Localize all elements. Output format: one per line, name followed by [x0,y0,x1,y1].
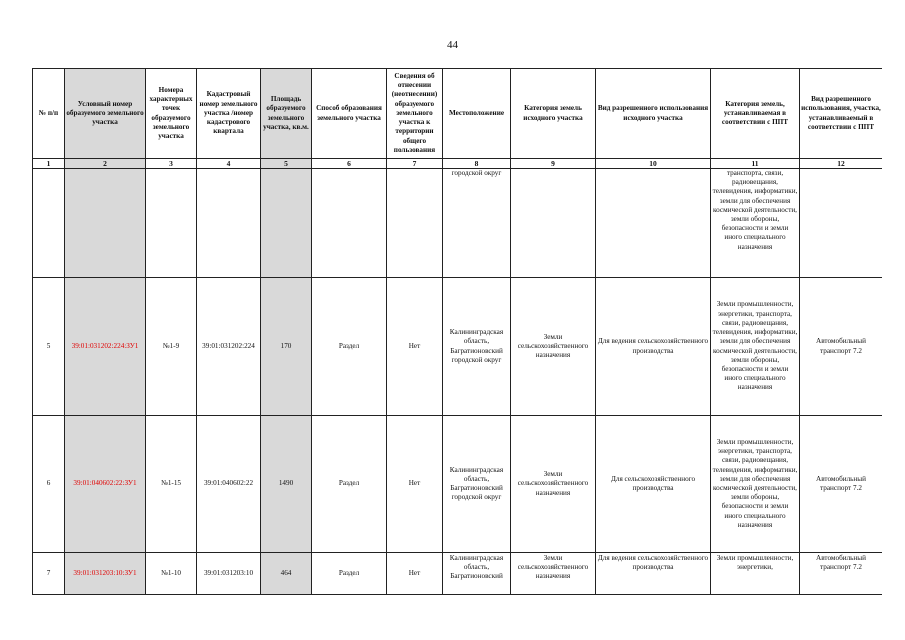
cell-num: 7 [33,553,65,595]
cell-category-ppt: Земли промышленности, энергетики, транспорта, связи, радиовещания, телевидения, информатики, земли для обеспечения космической деятельности, земли обороны, безопасности и земли иного специального назначения [711,278,800,416]
cell-public [387,169,443,278]
cell-cadastral: 39:01:031202:224 [197,278,261,416]
table-row [33,278,883,416]
cell-public: Нет [387,278,443,416]
cell-cadastral: 39:01:031203:10 [197,553,261,595]
column-number: 5 [261,159,312,169]
cell-location: городской округ [443,169,511,278]
column-number: 2 [65,159,146,169]
header-cell-plot: Условный номер образуемого земельного участка [65,69,146,159]
table-row [33,553,883,595]
column-number: 12 [800,159,883,169]
cell-use-src: Для ведения сельскохозяйственного производства [596,278,711,416]
column-number: 8 [443,159,511,169]
column-number-row [33,159,883,169]
table-row-continued [33,169,883,278]
cell-points: №1-9 [146,278,197,416]
header-cell-num: № п/п [33,69,65,159]
header-cell-cadastral: Кадастровый номер земельного участка /номер кадастрового квартала [197,69,261,159]
cell-method: Раздел [312,278,387,416]
cell-area: 1490 [261,416,312,553]
header-cell-method: Способ образования земельного участка [312,69,387,159]
cell-cadastral: 39:01:040602:22 [197,416,261,553]
cell-method: Раздел [312,553,387,595]
cell-location: Калининградская область, Багратионовский [443,553,511,595]
cell-num: 6 [33,416,65,553]
cell-category-src: Земли сельскохозяйственного назначения [511,416,596,553]
cell-method [312,169,387,278]
cell-plot: 39:01:031202:224:ЗУ1 [65,278,146,416]
column-number: 7 [387,159,443,169]
column-number: 11 [711,159,800,169]
header-cell-category-src: Категория земель исходного участка [511,69,596,159]
cell-use-ppt [800,169,883,278]
cell-public: Нет [387,416,443,553]
header-cell-category-ppt: Категория земель, устанавливаемая в соответствии с ППТ [711,69,800,159]
header-cell-use-ppt: Вид разрешенного использования, участка, устанавливаемый в соответствии с ППТ [800,69,883,159]
cell-plot: 39:01:031203:10:ЗУ1 [65,553,146,595]
column-number: 3 [146,159,197,169]
cell-points: №1-10 [146,553,197,595]
cell-use-src [596,169,711,278]
cell-category-src: Земли сельскохозяйственного назначения [511,553,596,595]
cell-category-ppt: Земли промышленности, энергетики, транспорта, связи, радиовещания, телевидения, информатики, земли для обеспечения космической деятельности, земли обороны, безопасности и земли иного специального назначения [711,416,800,553]
cell-points [146,169,197,278]
land-plots-table-wrap [32,68,882,640]
header-row [33,69,883,159]
header-cell-location: Местоположение [443,69,511,159]
header-cell-points: Номера характерных точек образуемого земельного участка [146,69,197,159]
cell-category-src: Земли сельскохозяйственного назначения [511,278,596,416]
cell-cadastral [197,169,261,278]
cell-use-ppt: Автомобильный транспорт 7.2 [800,278,883,416]
cell-num [33,169,65,278]
cell-use-ppt: Автомобильный транспорт 7.2 [800,416,883,553]
column-number: 10 [596,159,711,169]
cell-category-ppt: Земли промышленности, энергетики, [711,553,800,595]
cell-area [261,169,312,278]
header-cell-public: Сведения об отнесении (неотнесении) образуемого земельного участка к территории общего пользования [387,69,443,159]
column-number: 1 [33,159,65,169]
cell-category-src [511,169,596,278]
header-cell-use-src: Вид разрешенного использования исходного участка [596,69,711,159]
cell-plot: 39:01:040602:22:ЗУ1 [65,416,146,553]
cell-use-src: Для ведения сельскохозяйственного производства [596,553,711,595]
cell-area: 464 [261,553,312,595]
table-row [33,416,883,553]
cell-points: №1-15 [146,416,197,553]
cell-use-src: Для сельскохозяйственного производства [596,416,711,553]
cell-area: 170 [261,278,312,416]
column-number: 9 [511,159,596,169]
cell-plot [65,169,146,278]
cell-method: Раздел [312,416,387,553]
column-number: 6 [312,159,387,169]
cell-location: Калининградская область, Багратионовский городской округ [443,416,511,553]
cell-category-ppt: транспорта, связи, радиовещания, телевидения, информатики, земли для обеспечения космической деятельности, земли обороны, безопасности и земли иного специального назначения [711,169,800,278]
page-number: 44 [447,39,458,51]
cell-location: Калининградская область, Багратионовский городской округ [443,278,511,416]
header-cell-area: Площадь образуемого земельного участка, кв.м. [261,69,312,159]
cell-num: 5 [33,278,65,416]
cell-public: Нет [387,553,443,595]
land-plots-table [32,68,882,595]
cell-use-ppt: Автомобильный транспорт 7.2 [800,553,883,595]
column-number: 4 [197,159,261,169]
